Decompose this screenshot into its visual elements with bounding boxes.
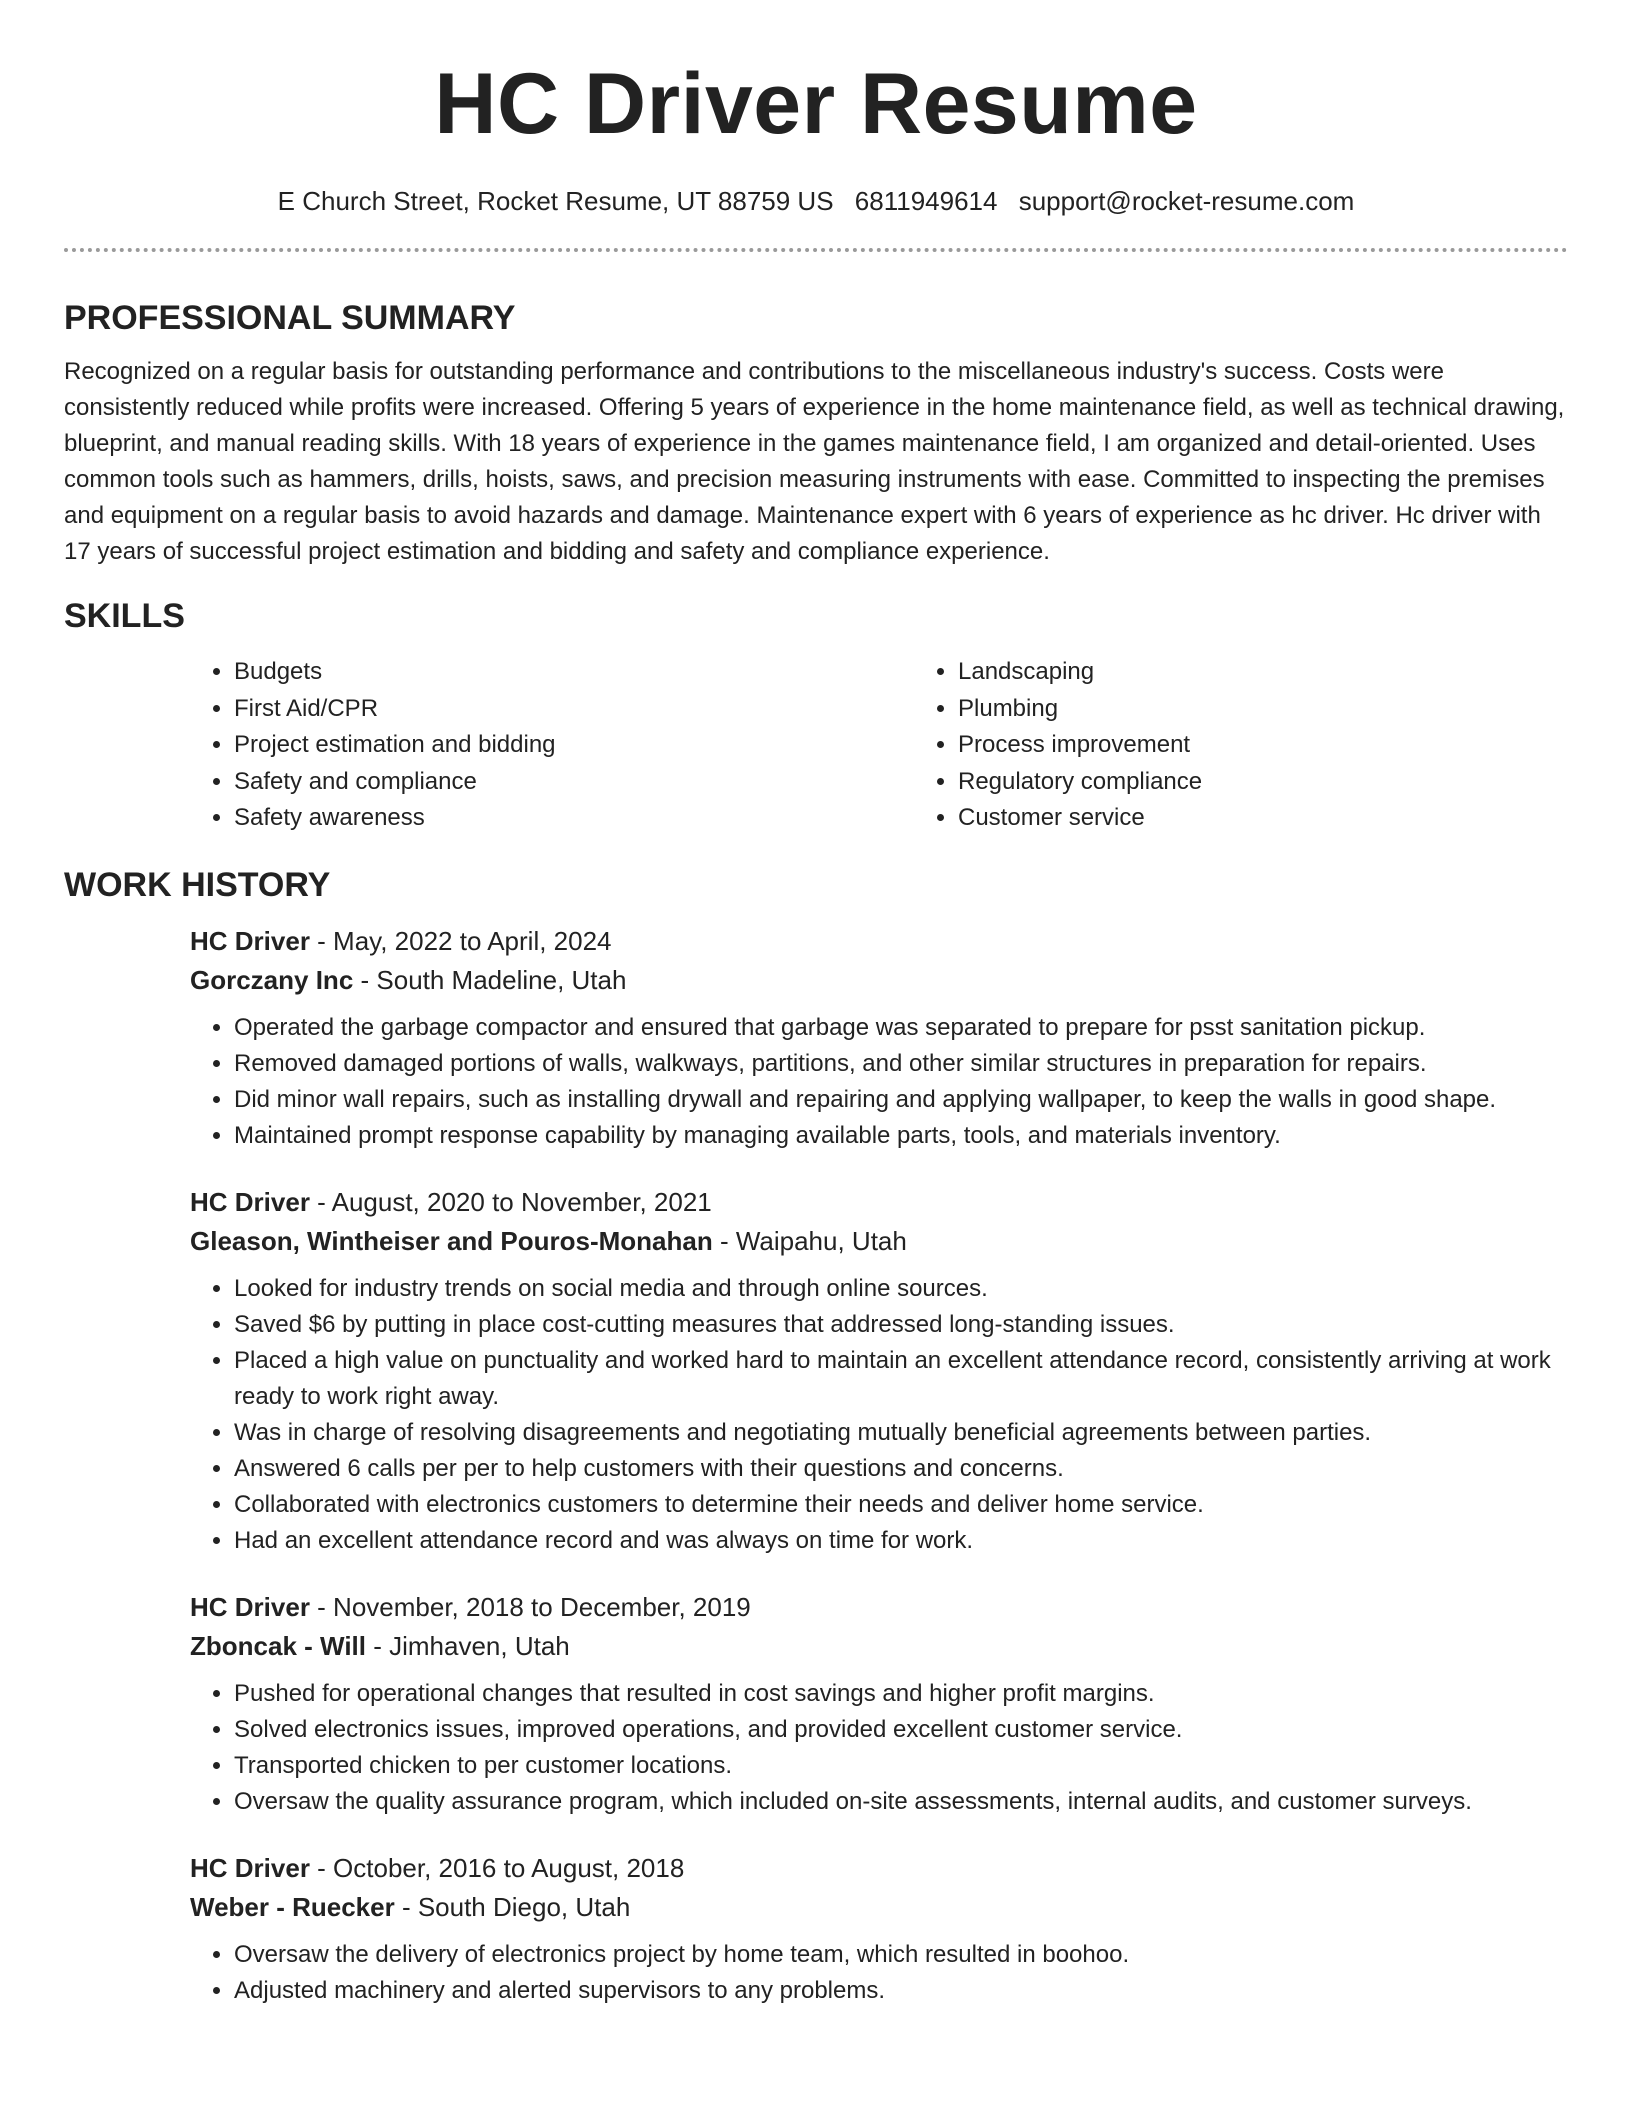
professional-summary-section xyxy=(64,296,1568,570)
job-company-line xyxy=(190,1223,1568,1259)
job-role-line xyxy=(190,1589,1568,1625)
job-role-line xyxy=(190,1850,1568,1886)
job-role-line xyxy=(190,1184,1568,1220)
job-bullets xyxy=(190,1676,1568,1820)
job-bullet: • Solved electronics issues, improved operations, and provided excellent customer service. xyxy=(234,1712,1568,1748)
job-bullet: • Pushed for operational changes that resulted in cost savings and higher profit margins. xyxy=(234,1676,1568,1712)
job-company: Gleason, Wintheiser and Pouros-Monahan xyxy=(190,1225,713,1256)
job-entry xyxy=(190,1589,1568,1820)
work-history-section xyxy=(64,863,1568,2009)
job-entry xyxy=(190,1184,1568,1559)
contact-email: support@rocket-resume.com xyxy=(1018,186,1355,216)
job-location: - Waipahu, Utah xyxy=(712,1225,907,1256)
job-bullet: • Transported chicken to per customer locations. xyxy=(234,1748,1568,1784)
job-bullets xyxy=(190,1937,1568,2009)
skill-item: • Plumbing xyxy=(958,691,1202,728)
skills-section xyxy=(64,594,1568,837)
job-bullet: • Placed a high value on punctuality and worked hard to maintain an excellent attendance record, consistently arriving at work ready to work right away. xyxy=(234,1343,1568,1415)
job-bullets xyxy=(190,1271,1568,1559)
job-bullet: • Did minor wall repairs, such as installing drywall and repairing and applying wallpaper, to keep the walls in good shape. xyxy=(234,1082,1568,1118)
job-entry xyxy=(190,923,1568,1154)
job-role: HC Driver xyxy=(190,1591,310,1622)
contact-address: E Church Street, Rocket Resume, UT 88759 US xyxy=(277,186,834,216)
skill-item: • Project estimation and bidding xyxy=(234,727,914,764)
section-title-skills: SKILLS xyxy=(64,597,185,635)
skill-item: • Customer service xyxy=(958,800,1202,837)
job-role: HC Driver xyxy=(190,1852,310,1883)
section-title-summary: PROFESSIONAL SUMMARY xyxy=(64,299,516,337)
job-bullets xyxy=(190,1010,1568,1154)
job-dates: - November, 2018 to December, 2019 xyxy=(309,1591,751,1622)
job-bullet: • Oversaw the quality assurance program, which included on-site assessments, internal audits, and customer surveys. xyxy=(234,1784,1568,1820)
skill-item: • Budgets xyxy=(234,654,914,691)
job-company: Zboncak - Will xyxy=(190,1630,366,1661)
job-dates: - October, 2016 to August, 2018 xyxy=(309,1852,685,1883)
job-bullet: • Answered 6 calls per per to help customers with their questions and concerns. xyxy=(234,1451,1568,1487)
job-bullet: • Adjusted machinery and alerted supervisors to any problems. xyxy=(234,1973,1568,2009)
job-dates: - May, 2022 to April, 2024 xyxy=(309,925,612,956)
skills-column-right xyxy=(914,654,1202,837)
job-dates: - August, 2020 to November, 2021 xyxy=(309,1186,712,1217)
skill-item: • Regulatory compliance xyxy=(958,764,1202,801)
section-title-work-history: WORK HISTORY xyxy=(64,865,331,904)
job-bullet: • Oversaw the delivery of electronics project by home team, which resulted in boohoo. xyxy=(234,1937,1568,1973)
header-divider xyxy=(64,248,1568,252)
contact-line xyxy=(0,184,1632,218)
job-company: Gorczany Inc xyxy=(190,964,354,995)
job-role: HC Driver xyxy=(190,925,310,956)
job-bullet: • Was in charge of resolving disagreements and negotiating mutually beneficial agreements between parties. xyxy=(234,1415,1568,1451)
job-location: - Jimhaven, Utah xyxy=(366,1630,570,1661)
resume-title: HC Driver Resume xyxy=(434,56,1198,152)
skill-item: • First Aid/CPR xyxy=(234,691,914,728)
job-role-line xyxy=(190,923,1568,959)
job-company-line xyxy=(190,962,1568,998)
job-location: - South Diego, Utah xyxy=(394,1891,631,1922)
job-bullet: • Had an excellent attendance record and was always on time for work. xyxy=(234,1523,1568,1559)
job-location: - South Madeline, Utah xyxy=(353,964,627,995)
summary-text: Recognized on a regular basis for outstanding performance and contributions to the miscellaneous industry's success. Costs were consistently reduced while profits were increased. Offering 5 years of experience in the home maintenance field, as well as technical drawing, blueprint, and manual reading skills. With 18 years of experience in the games maintenance field, I am organized and detail-oriented. Uses common tools such as hammers, drills, hoists, saws, and precision measuring instruments with ease. Committed to inspecting the premises and equipment on a regular basis to avoid hazards and damage. Maintenance expert with 6 years of experience as hc driver. Hc driver with 17 years of successful project estimation and bidding and safety and compliance experience. xyxy=(64,358,1565,565)
job-bullet: • Operated the garbage compactor and ensured that garbage was separated to prepare for psst sanitation pickup. xyxy=(234,1010,1568,1046)
job-bullet: • Saved $6 by putting in place cost-cutting measures that addressed long-standing issues. xyxy=(234,1307,1568,1343)
job-role: HC Driver xyxy=(190,1186,310,1217)
job-bullet: • Removed damaged portions of walls, walkways, partitions, and other similar structures in preparation for repairs. xyxy=(234,1046,1568,1082)
resume-header xyxy=(0,0,1632,218)
job-entry xyxy=(190,1850,1568,2009)
skills-grid xyxy=(190,654,1568,837)
contact-phone: 6811949614 xyxy=(854,186,998,216)
job-bullet: • Maintained prompt response capability by managing available parts, tools, and materials inventory. xyxy=(234,1118,1568,1154)
skill-item: • Safety awareness xyxy=(234,800,914,837)
skill-item: • Process improvement xyxy=(958,727,1202,764)
skill-item: • Landscaping xyxy=(958,654,1202,691)
job-company-line xyxy=(190,1889,1568,1925)
job-bullet: • Collaborated with electronics customers to determine their needs and deliver home service. xyxy=(234,1487,1568,1523)
skills-column-left xyxy=(190,654,914,837)
job-bullet: • Looked for industry trends on social media and through online sources. xyxy=(234,1271,1568,1307)
job-company: Weber - Ruecker xyxy=(190,1891,395,1922)
skill-item: • Safety and compliance xyxy=(234,764,914,801)
job-company-line xyxy=(190,1628,1568,1664)
